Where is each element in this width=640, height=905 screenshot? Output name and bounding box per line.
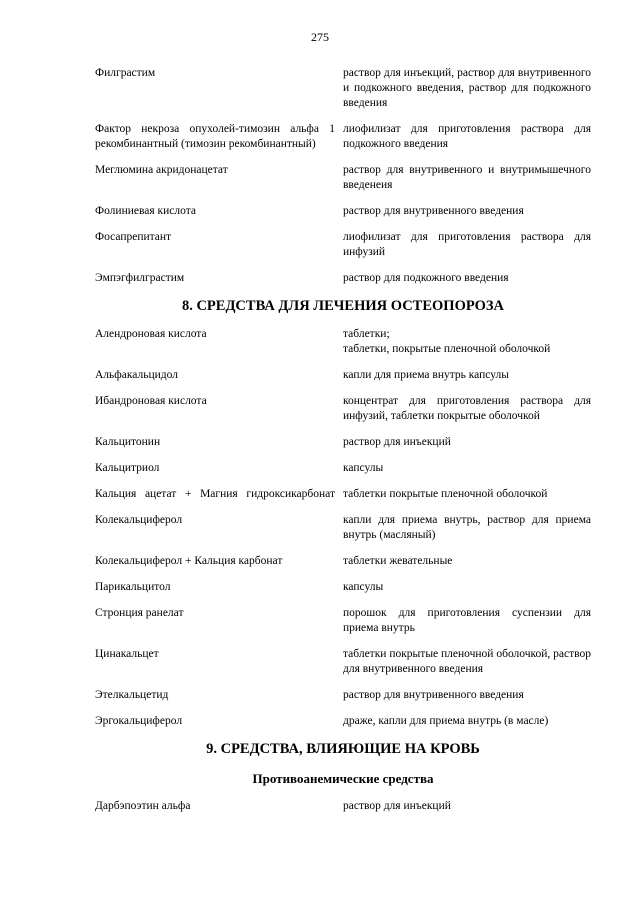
page-number: 275	[311, 30, 329, 44]
drug-name: Парикальцитол	[95, 581, 171, 593]
drug-form: концентрат для приготовления раствора для инфузий, таблетки покрытые оболочкой	[343, 395, 591, 422]
drug-form: капсулы	[343, 581, 384, 593]
drug-row	[95, 66, 591, 111]
drug-name: Эмпэгфилграстим	[95, 272, 185, 284]
drug-row	[95, 513, 591, 543]
drug-form: раствор для подкожного введения	[343, 272, 509, 284]
drug-form: таблетки; таблетки, покрытые пленочной оболочкой	[343, 328, 551, 355]
drug-name: Этелкальцетид	[95, 689, 169, 701]
drug-form: таблетки покрытые пленочной оболочкой, раствор для внутривенного введения	[343, 648, 592, 675]
drug-name: Ибандроновая кислота	[95, 395, 207, 407]
drug-name: Алендроновая кислота	[95, 328, 207, 340]
drug-name: Фолиниевая кислота	[95, 205, 196, 217]
drug-name: Колекальциферол + Кальция карбонат	[95, 555, 283, 567]
drug-row	[95, 606, 591, 636]
section-osteoporosis	[95, 327, 591, 729]
drug-row	[95, 461, 591, 476]
drug-name: Колекальциферол	[95, 514, 183, 526]
drug-form: раствор для инъекций	[343, 436, 451, 448]
drug-row	[95, 714, 591, 729]
subsection-title-antianemic: Противоанемические средства	[252, 771, 434, 786]
drug-name: Дарбэпоэтин альфа	[95, 800, 191, 812]
drug-row	[95, 163, 591, 193]
drug-name: Кальция ацетат + Магния гидроксикарбонат	[95, 488, 335, 500]
drug-name: Фактор некроза опухолей-тимозин альфа 1 рекомбинантный (тимозин рекомбинантный)	[95, 123, 335, 150]
drug-row	[95, 368, 591, 383]
drug-row	[95, 554, 591, 569]
drug-name: Фосапрепитант	[95, 231, 172, 243]
drug-row	[95, 394, 591, 424]
drug-name: Меглюмина акридонацетат	[95, 164, 228, 176]
drug-form: таблетки жевательные	[343, 555, 453, 567]
drug-name: Альфакальцидол	[95, 369, 178, 381]
drug-row	[95, 688, 591, 703]
drug-name: Эргокальциферол	[95, 715, 183, 727]
section-blood	[95, 799, 591, 814]
drug-name: Филграстим	[95, 67, 156, 79]
drug-row	[95, 271, 591, 286]
drug-form: лиофилизат для приготовления раствора для подкожного введения	[343, 123, 591, 150]
drug-name: Кальцитриол	[95, 462, 160, 474]
drug-row	[95, 435, 591, 450]
drug-form: драже, капли для приема внутрь (в масле)	[343, 715, 549, 727]
drug-name: Стронция ранелат	[95, 607, 184, 619]
drug-form: раствор для внутривенного введения	[343, 689, 524, 701]
drug-row	[95, 230, 591, 260]
drug-row	[95, 580, 591, 595]
drug-form: раствор для инъекций, раствор для внутривенного и подкожного введения, раствор для подкожного введения	[343, 67, 591, 109]
drug-name: Цинакальцет	[95, 648, 159, 660]
group-continued	[95, 66, 591, 286]
drug-form: капли для приема внутрь, раствор для приема внутрь (масляный)	[343, 514, 591, 541]
section-title-blood: 9. СРЕДСТВА, ВЛИЯЮЩИЕ НА КРОВЬ	[206, 741, 480, 757]
drug-name: Кальцитонин	[95, 436, 161, 448]
drug-row	[95, 204, 591, 219]
drug-row	[95, 122, 591, 152]
drug-form: раствор для внутривенного введения	[343, 205, 524, 217]
drug-row	[95, 799, 591, 814]
drug-form: раствор для внутривенного и внутримышечного введенеия	[343, 164, 591, 191]
drug-row	[95, 487, 591, 502]
drug-form: капли для приема внутрь капсулы	[343, 369, 509, 381]
drug-row	[95, 647, 591, 677]
drug-list	[95, 66, 591, 825]
section-title-osteoporosis: 8. СРЕДСТВА ДЛЯ ЛЕЧЕНИЯ ОСТЕОПОРОЗА	[181, 298, 505, 314]
drug-form: капсулы	[343, 462, 384, 474]
drug-row	[95, 327, 591, 357]
drug-form: порошок для приготовления суспензии для приема внутрь	[343, 607, 591, 634]
drug-form: раствор для инъекций	[343, 800, 451, 812]
drug-form: таблетки покрытые пленочной оболочкой	[343, 488, 548, 500]
drug-form: лиофилизат для приготовления раствора для инфузий	[343, 231, 591, 258]
